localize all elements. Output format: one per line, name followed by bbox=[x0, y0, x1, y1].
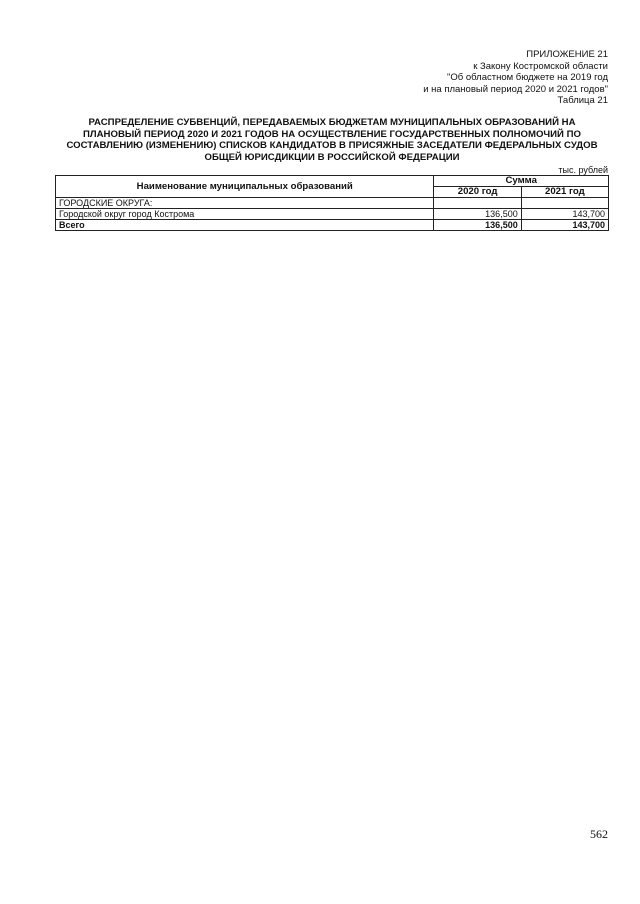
section-empty-cell bbox=[521, 198, 608, 209]
total-2020: 136,500 bbox=[434, 220, 521, 231]
total-label: Всего bbox=[56, 220, 434, 231]
amount-2021: 143,700 bbox=[521, 209, 608, 220]
column-header-2020: 2020 год bbox=[434, 187, 521, 198]
section-label: ГОРОДСКИЕ ОКРУГА: bbox=[56, 198, 434, 209]
section-row bbox=[56, 198, 609, 209]
municipality-name: Городской округ город Кострома bbox=[56, 209, 434, 220]
column-header-sum: Сумма bbox=[434, 176, 609, 187]
page-number: 562 bbox=[590, 827, 608, 841]
total-2021: 143,700 bbox=[521, 220, 608, 231]
section-empty-cell bbox=[434, 198, 521, 209]
title-line-1: РАСПРЕДЕЛЕНИЕ СУБВЕНЦИЙ, ПЕРЕДАВАЕМЫХ БЮДЖЕТАМ МУНИЦИПАЛЬНЫХ ОБРАЗОВАНИЙ НА bbox=[88, 117, 576, 128]
units-label: тыс. рублей bbox=[558, 165, 608, 175]
table-header-row bbox=[56, 176, 609, 187]
title-line-3: СОСТАВЛЕНИЮ (ИЗМЕНЕНИЮ) СПИСКОВ КАНДИДАТОВ В ПРИСЯЖНЫЕ ЗАСЕДАТЕЛИ ФЕДЕРАЛЬНЫХ СУДОВ bbox=[66, 140, 598, 152]
table-number: Таблица 21 bbox=[557, 95, 608, 107]
title-line-4: ОБЩЕЙ ЮРИСДИКЦИИ В РОССИЙСКОЙ ФЕДЕРАЦИИ bbox=[204, 152, 460, 164]
subsidy-table bbox=[55, 175, 609, 231]
column-header-2021: 2021 год bbox=[521, 187, 608, 198]
total-row bbox=[56, 220, 609, 231]
law-title-line-1: "Об областном бюджете на 2019 год bbox=[447, 72, 608, 84]
table-row bbox=[56, 209, 609, 220]
document-title bbox=[56, 117, 608, 164]
appendix-header bbox=[423, 49, 608, 107]
law-title-line-2: и на плановый период 2020 и 2021 годов" bbox=[423, 83, 608, 95]
title-line-2: ПЛАНОВЫЙ ПЕРИОД 2020 И 2021 ГОДОВ НА ОСУЩЕСТВЛЕНИЕ ГОСУДАРСТВЕННЫХ ПОЛНОМОЧИЙ ПО bbox=[83, 128, 581, 140]
column-header-name: Наименование муниципальных образований bbox=[56, 176, 434, 198]
amount-2020: 136,500 bbox=[434, 209, 521, 220]
law-reference: к Закону Костромской области bbox=[473, 60, 608, 72]
appendix-number: ПРИЛОЖЕНИЕ 21 bbox=[526, 49, 608, 60]
